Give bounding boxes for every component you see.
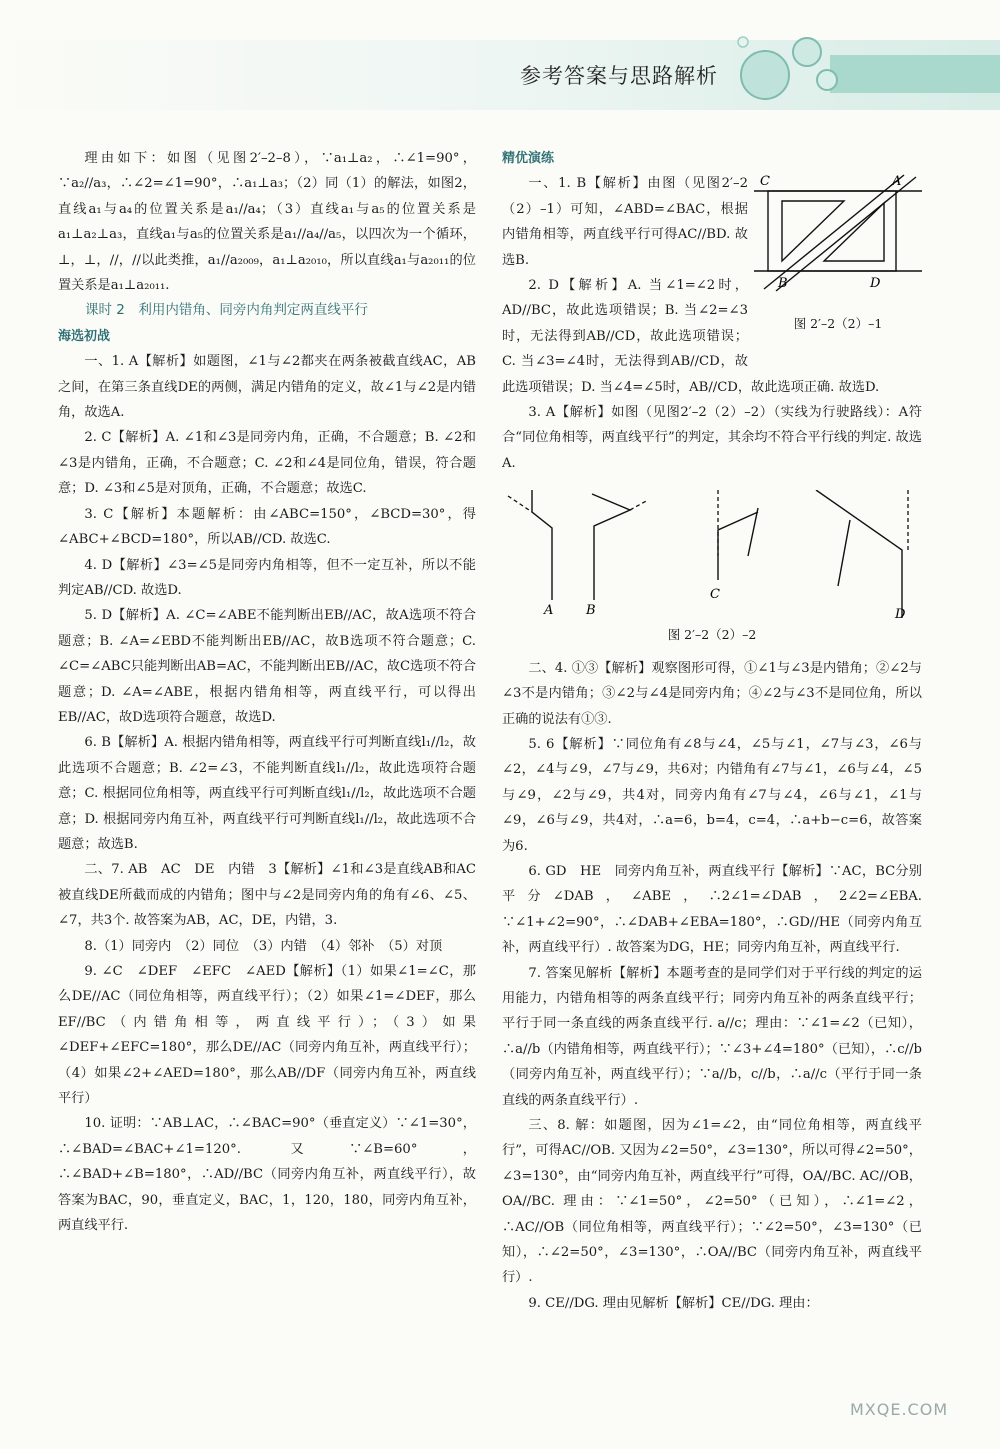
figure-2-2-2-1 <box>754 171 922 351</box>
figure-caption: 图 2′–2（2）–2 <box>667 627 757 643</box>
header-accent-bar <box>830 55 1000 93</box>
answer-q6: 6. B【解析】A. 根据内错角相等，两直线平行可判断直线l₁//l₂，故此选项不合题意；B. ∠2=∠3，不能判断直线l₁//l₂，故此选项符合题意；C. 根据同位角相等，两直线平行可判断直线l₁//l₂，故此选项不合题意；D. 根据同旁内角互补，两直线平行可判断直线l₁//l₂，故此选项不合题意；故选B. <box>58 735 476 852</box>
page-header-title: 参考答案与思路解析 <box>520 64 718 88</box>
answer-q8: 8.（1）同旁内 （2）同位 （3）内错 （4）邻补 （5）对顶 <box>84 938 443 954</box>
answer-r1: 一、1. B【解析】由图（见图2′–2（2）–1）可知，∠ABD=∠BAC，根据内错角相等，两直线平行可得AC//BD. 故选B. <box>502 176 748 268</box>
figure-label: C <box>760 174 770 190</box>
answer-q4: 4. D【解析】∠3=∠5是同旁内角相等，但不一定互补，所以不能判定AB//CD. 故选D. <box>58 557 476 598</box>
answer-r8: 三、8. 解：如题图，因为∠1=∠2，由“同位角相等，两直线平行”，可得AC//OB. 又因为∠2=50°，∠3=130°，所以可得∠2=50°，∠3=130°，由“同旁内角互补，两直线平行”可得，OA//BC. AC//OB，OA//BC. 理由：∵∠1=50°，∠2=50°（已知），∴∠1=∠2，∴AC//OB（同位角相等，两直线平行）；∵∠2=50°，∠3=130°（已知），∴∠2=50°，∠3=130°，∴OA//BC（同旁内角互补，两直线平行）. <box>502 1118 922 1286</box>
figure-label: A <box>892 174 902 190</box>
answer-q1: 一、1. A【解析】如题图，∠1与∠2都夹在两条被截直线AC，AB之间，在第三条直线DE的两侧，满足内错角的定义，故∠1与∠2是内错角，故选A. <box>58 354 476 421</box>
answer-paragraph: 理由如下：如图（见图2′–2–8），∵a₁⊥a₂，∴∠1=90°，∵a₂//a₃，∴∠2=∠1=90°，∴a₁⊥a₃；（2）同（1）的解法，如图2，直线a₁与a₄的位置关系是a₁//a₄；（3）直线a₁与a₅的位置关系是a₁⊥a₂⊥a₃，直线a₁与a₅的位置关系是a₁//a₄//a₅，以四次为一个循环，⊥，⊥，//，//以此类推，a₁//a₂₀₀₉，a₁⊥a₂₀₁₀，所以直线a₁与a₂₀₁₁的位置关系是a₁⊥a₂₀₁₁. <box>58 151 476 294</box>
parallel-lines-figure <box>754 171 922 301</box>
answer-q10: 10. 证明：∵AB⊥AC，∴∠BAC=90°（垂直定义）∵∠1=30°，∴∠BAD=∠BAC+∠1=120°. 又∵∠B=60°，∴∠BAD+∠B=180°，∴AD//BC（同旁内角互补，两直线平行），故答案为BAC，90，垂直定义，BAC，1，120，180，同旁内角互补，两直线平行. <box>58 1116 476 1234</box>
figure-label: B <box>586 603 596 619</box>
answer-r5: 5. 6【解析】∵同位角有∠8与∠4，∠5与∠1，∠7与∠3，∠6与∠2，∠4与∠9，∠7与∠9，共6对；内错角有∠7与∠1，∠6与∠4，∠5与∠9，∠2与∠9，共4对，同旁内角有∠7与∠4，∠6与∠1，∠1与∠9，∠6与∠9，共4对，∴a=6，b=4，c=4，∴a+b−c=6，故答案为6. <box>502 736 922 854</box>
section-heading: 精优演练 <box>502 151 555 166</box>
figure-caption: 图 2′–2（2）–1 <box>793 315 883 331</box>
answer-r9: 9. CE//DG. 理由见解析【解析】CE//DG. 理由： <box>528 1295 819 1311</box>
answer-r7: 7. 答案见解析【解析】本题考查的是同学们对于平行线的判定的运用能力，内错角相等的两条直线平行；同旁内角互补的两条直线平行；平行于同一条直线的两条直线平行. a//c；理由：∵∠1=∠2（已知），∴a//b（内错角相等，两直线平行）；∵∠3+∠4=180°（已知），∴c//b（同旁内角互补，两直线平行）；∵a//b，c//b，∴a//c（平行于同一条直线的两条直线平行）. <box>502 965 922 1108</box>
bubbles-decoration-icon <box>735 30 845 110</box>
figure-label: B <box>778 276 788 292</box>
route-options-figure <box>502 490 912 620</box>
answer-r4: 二、4. ①③【解析】观察图形可得，①∠1与∠3是内错角；②∠2与∠3不是内错角；③∠2与∠4是同旁内角；④∠2与∠3不是同位角，所以正确的说法有①③. <box>502 660 922 727</box>
answer-r2: 2. D【解析】A. 当∠1=∠2时，AD//BC，故此选项错误；B. 当∠2=∠3时，无法得到AB//CD，故此选项错误；C. 当∠3=∠4时，无法得到AB//CD，故此选项错误；D. 当∠4=∠5时，AB//CD，故此选项正确. 故选D. <box>502 278 880 395</box>
right-column <box>502 146 922 1316</box>
answer-q2: 2. C【解析】A. ∠1和∠3是同旁内角，正确，不合题意；B. ∠2和∠3是内错角，正确，不合题意；C. ∠2和∠4是同位角，错误，符合题意；D. ∠3和∠5是对顶角，正确，不合题意；故选C. <box>58 430 476 497</box>
left-column <box>58 146 476 1238</box>
figure-label: D <box>895 607 906 621</box>
answer-r6: 6. GD HE 同旁内角互补，两直线平行【解析】∵AC，BC分别平分∠DAB，∠ABE，∴2∠1=∠DAB，2∠2=∠EBA. ∵∠1+∠2=90°，∴∠DAB+∠EBA=180°，∴GD//HE（同旁内角互补，两直线平行）. 故答案为DG，HE；同旁内角互补，两直线平行. <box>502 863 922 956</box>
figure-label: C <box>710 587 720 603</box>
figure-label: D <box>870 276 881 292</box>
answer-q9: 9. ∠C ∠DEF ∠EFC ∠AED【解析】（1）如果∠1=∠C，那么DE//AC（同位角相等，两直线平行）；（2）如果∠1=∠DEF，那么EF//BC（内错角相等，两直线平行）；（3）如果∠DEF+∠EFC=180°，那么DE//AC（同旁内角互补，两直线平行）；（4）如果∠2+∠AED=180°，那么AB//DF（同旁内角互补，两直线平行） <box>58 964 476 1107</box>
lesson-title: 课时 2 利用内错角、同旁内角判定两直线平行 <box>85 302 368 319</box>
answer-q7: 二、7. AB AC DE 内错 3【解析】∠1和∠3是直线AB和AC被直线DE所截而成的内错角；图中与∠2是同旁内角的角有∠6、∠5、∠7，共3个. 故答案为AB，AC，DE，内错，3. <box>58 862 476 929</box>
answer-q5: 5. D【解析】A. ∠C=∠ABE不能判断出EB//AC，故A选项不符合题意；B. ∠A=∠EBD不能判断出EB//AC，故B选项不符合题意；C. ∠C=∠ABC只能判断出AB=AC，不能判断出EB//AC，故C选项不符合题意；D. ∠A=∠ABE，根据内错角相等，两直线平行，可以得出EB//AC，故D选项符合题意，故选D. <box>58 608 476 725</box>
answer-q3: 3. C【解析】本题解析：由∠ABC=150°，∠BCD=30°，得∠ABC+∠BCD=180°，所以AB//CD. 故选C. <box>58 506 476 548</box>
figure-label: A <box>544 603 554 619</box>
section-heading: 海选初战 <box>58 328 111 344</box>
watermark: MXQE.COM <box>850 1400 949 1419</box>
answer-r3: 3. A【解析】如图（见图2′–2（2）–2）（实线为行驶路线）：A符合“同位角相等，两直线平行”的判定，其余均不符合平行线的判定. 故选A. <box>502 405 922 471</box>
